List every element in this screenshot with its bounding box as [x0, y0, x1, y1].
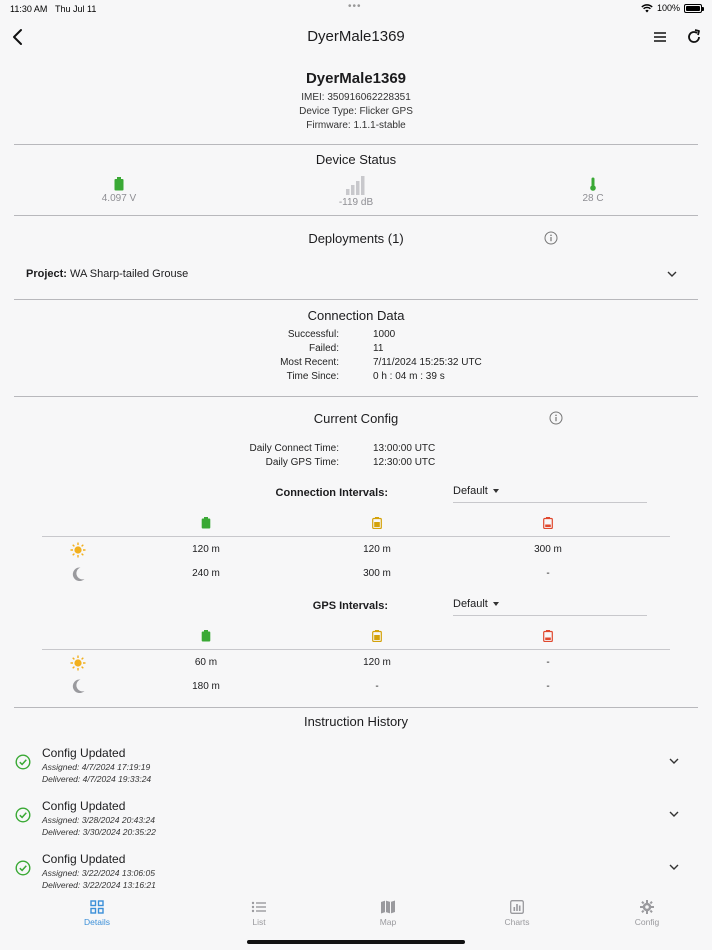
history-assigned: Assigned: 3/28/2024 20:43:24 [42, 815, 155, 825]
history-delivered: Delivered: 4/7/2024 19:33:24 [42, 774, 152, 784]
failed-label: Failed: [308, 343, 339, 354]
menu-icon[interactable] [650, 27, 670, 47]
conn-night-high: 240 m [192, 568, 220, 579]
battery-percent: 100% [656, 3, 680, 13]
caret-down-icon [493, 602, 499, 606]
tab-label: Map [379, 917, 397, 927]
chevron-down-icon[interactable] [668, 808, 680, 820]
nav-title: DyerMale1369 [307, 28, 405, 45]
conn-night-low: - [546, 568, 550, 579]
device-firmware: Firmware: 1.1.1-stable [306, 120, 406, 131]
info-icon[interactable] [544, 231, 558, 245]
tab-list[interactable] [219, 900, 299, 927]
wifi-icon [641, 4, 653, 13]
grid-icon [90, 900, 104, 914]
refresh-icon[interactable] [684, 27, 704, 47]
gps-night-medium: - [375, 681, 379, 692]
instruction-history-title: Instruction History [303, 714, 409, 729]
failed-value: 11 [373, 343, 384, 354]
nav-bar [0, 18, 712, 56]
daily-connect-value: 13:00:00 UTC [373, 443, 436, 454]
tab-label: Charts [504, 917, 530, 927]
divider [14, 299, 698, 300]
chart-icon [510, 900, 524, 914]
tab-map[interactable] [348, 900, 428, 927]
chevron-down-icon[interactable] [668, 755, 680, 767]
history-assigned: Assigned: 3/22/2024 13:06:05 [42, 868, 155, 878]
divider [14, 707, 698, 708]
history-title: Config Updated [42, 746, 126, 760]
status-bar [0, 0, 712, 18]
temperature [533, 177, 653, 204]
divider [14, 396, 698, 397]
history-delivered: Delivered: 3/30/2024 20:35:22 [42, 827, 156, 837]
battery-low-icon [543, 630, 553, 642]
deployment-project[interactable] [26, 268, 188, 280]
gps-night-low: - [546, 681, 550, 692]
battery-voltage-value: 4.097 V [101, 193, 137, 204]
moon-icon [70, 678, 86, 694]
check-circle-icon [15, 860, 31, 876]
device-type: Device Type: Flicker GPS [299, 106, 413, 117]
gps-intervals-label: GPS Intervals: [312, 600, 388, 612]
sun-icon [70, 655, 86, 671]
chevron-down-icon[interactable] [666, 268, 678, 280]
sun-icon [70, 542, 86, 558]
project-value: WA Sharp-tailed Grouse [70, 268, 189, 280]
thermometer-icon [588, 177, 598, 191]
signal-value: -119 dB [338, 197, 374, 208]
conn-day-medium: 120 m [363, 544, 391, 555]
most-recent-label: Most Recent: [280, 357, 339, 368]
check-circle-icon [15, 754, 31, 770]
most-recent-value: 7/11/2024 15:25:32 UTC [373, 357, 482, 368]
connection-data-title: Connection Data [307, 308, 405, 323]
gps-day-high: 60 m [194, 657, 218, 668]
successful-value: 1000 [373, 329, 396, 340]
table-divider [42, 536, 670, 537]
daily-gps-label: Daily GPS Time: [265, 457, 339, 468]
info-icon[interactable] [549, 411, 563, 425]
history-delivered: Delivered: 3/22/2024 13:16:21 [42, 880, 156, 890]
tab-config[interactable] [607, 900, 687, 927]
caret-down-icon [493, 489, 499, 493]
dropdown-value: Default [453, 485, 488, 497]
project-label: Project: [26, 268, 67, 280]
battery-voltage [59, 177, 179, 204]
battery-medium-icon [372, 517, 382, 529]
time-since-value: 0 h : 04 m : 39 s [373, 371, 445, 382]
daily-gps-value: 12:30:00 UTC [373, 457, 436, 468]
gps-intervals-dropdown[interactable] [453, 598, 647, 616]
signal-bars-icon [345, 175, 367, 195]
map-icon [380, 900, 396, 914]
battery-low-icon [543, 517, 553, 529]
current-config-title: Current Config [313, 411, 399, 426]
device-status-title: Device Status [315, 152, 397, 167]
status-time: 11:30 AM [10, 4, 48, 14]
home-indicator[interactable] [247, 940, 465, 944]
gps-day-medium: 120 m [363, 657, 391, 668]
battery-full-icon [114, 177, 124, 191]
connection-intervals-dropdown[interactable] [453, 485, 647, 503]
history-title: Config Updated [42, 799, 126, 813]
device-imei: IMEI: 350916062228351 [301, 92, 411, 103]
moon-icon [70, 566, 86, 582]
gps-day-low: - [546, 657, 550, 668]
chevron-down-icon[interactable] [668, 861, 680, 873]
tab-charts[interactable] [477, 900, 557, 927]
gear-icon [640, 900, 654, 914]
conn-night-medium: 300 m [363, 568, 391, 579]
history-assigned: Assigned: 4/7/2024 17:19:19 [42, 762, 151, 772]
tab-details[interactable] [57, 900, 137, 927]
successful-label: Successful: [287, 329, 339, 340]
daily-connect-label: Daily Connect Time: [249, 443, 339, 454]
history-item[interactable] [14, 746, 698, 798]
device-name: DyerMale1369 [305, 70, 407, 87]
check-circle-icon [15, 807, 31, 823]
tab-label: List [252, 917, 266, 927]
history-title: Config Updated [42, 852, 126, 866]
divider [14, 144, 698, 145]
table-divider [42, 649, 670, 650]
conn-day-high: 120 m [192, 544, 220, 555]
deployments-title: Deployments (1) [308, 231, 404, 246]
connection-intervals-label: Connection Intervals: [275, 487, 388, 499]
conn-day-low: 300 m [534, 544, 562, 555]
tab-label: Config [634, 917, 660, 927]
multitask-dots-icon[interactable]: ••• [348, 1, 362, 12]
list-icon [251, 900, 267, 914]
battery-high-icon [201, 630, 211, 642]
signal-strength [296, 175, 416, 208]
status-date: Thu Jul 11 [55, 4, 97, 14]
tab-label: Details [84, 917, 110, 927]
battery-medium-icon [372, 630, 382, 642]
dropdown-value: Default [453, 598, 488, 610]
battery-icon [684, 4, 702, 13]
history-item[interactable] [14, 799, 698, 851]
temperature-value: 28 C [582, 193, 604, 204]
battery-high-icon [201, 517, 211, 529]
time-since-label: Time Since: [286, 371, 339, 382]
gps-night-high: 180 m [192, 681, 220, 692]
divider [14, 215, 698, 216]
